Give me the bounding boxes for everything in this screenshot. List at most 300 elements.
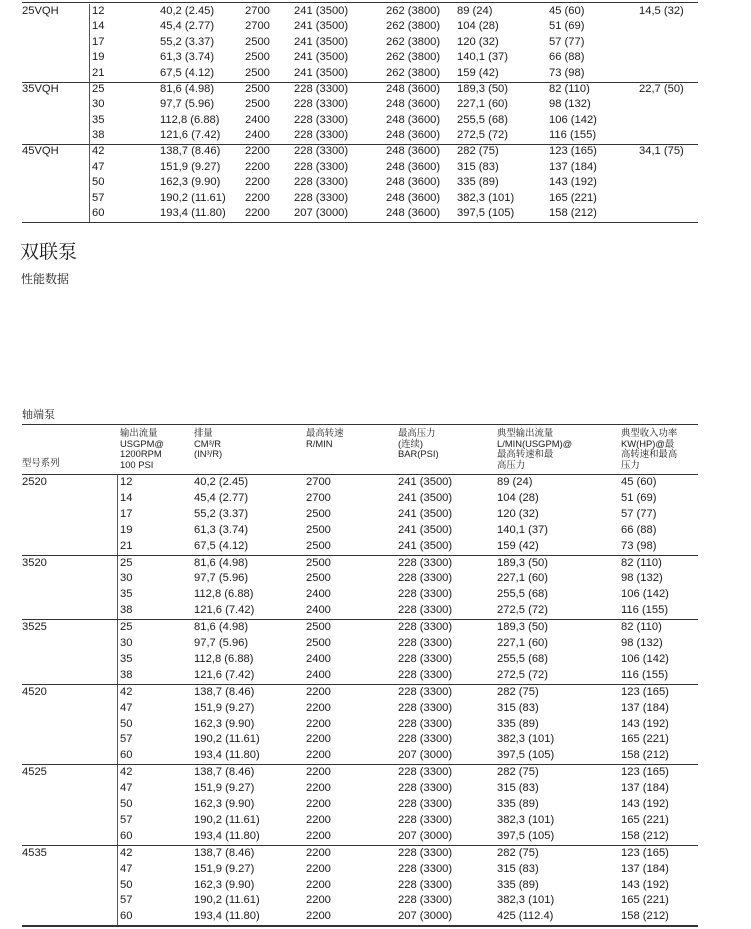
table-cell: 47 bbox=[120, 782, 133, 795]
section-subtitle: 性能数据 bbox=[21, 272, 70, 286]
shaft-table-row bbox=[0, 846, 751, 862]
table-cell: 228 (3300) bbox=[398, 766, 453, 779]
table-cell: 116 (155) bbox=[621, 668, 669, 681]
top-table-row bbox=[0, 97, 751, 113]
table-cell: 2500 bbox=[245, 35, 270, 48]
table-cell: 123 (165) bbox=[549, 144, 597, 157]
table-cell: 57 bbox=[120, 733, 133, 746]
table-cell: 228 (3300) bbox=[398, 862, 453, 875]
shaft-table-row bbox=[0, 507, 751, 523]
table-cell: 228 (3300) bbox=[398, 894, 453, 907]
table-cell: 262 (3800) bbox=[386, 51, 441, 64]
top-table-row bbox=[0, 35, 751, 51]
table-cell: 228 (3300) bbox=[294, 82, 349, 95]
table-cell: 123 (165) bbox=[621, 685, 669, 698]
header-typical-output: 典型输出流量 L/MIN(USGPM)@ 最高转速和最 高压力 bbox=[497, 427, 573, 470]
table-cell: 60 bbox=[120, 910, 133, 923]
table-cell: 162,3 (9.90) bbox=[160, 176, 221, 189]
table-cell: 228 (3300) bbox=[398, 604, 453, 617]
table-cell: 248 (3600) bbox=[386, 160, 441, 173]
shaft-table-row bbox=[0, 571, 751, 587]
table-cell: 50 bbox=[120, 798, 133, 810]
group-divider bbox=[89, 144, 90, 222]
table-cell: 272,5 (72) bbox=[497, 668, 548, 681]
table-cell: 81,6 (4.98) bbox=[194, 556, 249, 569]
shaft-table-row bbox=[0, 603, 751, 619]
table-cell: 120 (32) bbox=[497, 507, 539, 520]
table-cell: 255,5 (68) bbox=[457, 113, 508, 126]
table-cell: 60 bbox=[120, 829, 133, 842]
shaft-table-row bbox=[0, 748, 751, 764]
table-cell: 272,5 (72) bbox=[457, 129, 508, 142]
table-cell: 2200 bbox=[306, 813, 331, 826]
header-max-speed: 最高转速 R/MIN bbox=[306, 427, 344, 449]
group-divider bbox=[117, 846, 118, 926]
group-divider bbox=[89, 82, 90, 144]
table-cell: 2200 bbox=[306, 766, 331, 779]
table-cell: 97,7 (5.96) bbox=[194, 637, 249, 649]
table-cell: 35 bbox=[120, 588, 133, 601]
shaft-table-row bbox=[0, 829, 751, 845]
table-cell: 2700 bbox=[306, 476, 331, 488]
table-cell: 121,6 (7.42) bbox=[194, 604, 255, 617]
table-cell: 165 (221) bbox=[621, 894, 669, 907]
table-cell: 2200 bbox=[306, 749, 331, 762]
table-cell: 262 (3800) bbox=[386, 66, 441, 79]
shaft-table-top-rule bbox=[22, 424, 698, 425]
series-label: 45VQH bbox=[22, 144, 59, 157]
series-label: 35VQH bbox=[22, 82, 59, 95]
table-cell: 106 (142) bbox=[621, 588, 669, 601]
series-label: 3525 bbox=[22, 621, 47, 634]
table-cell: 2700 bbox=[245, 4, 270, 17]
table-cell: 262 (3800) bbox=[386, 4, 441, 17]
table-cell: 248 (3600) bbox=[386, 207, 441, 220]
table-cell: 2500 bbox=[306, 637, 331, 649]
table-cell: 2400 bbox=[306, 668, 331, 681]
group-divider bbox=[117, 475, 118, 555]
table-cell: 55,2 (3.37) bbox=[194, 507, 249, 520]
top-table-row bbox=[0, 191, 751, 207]
table-cell: 73 (98) bbox=[621, 539, 657, 552]
shaft-table-row bbox=[0, 862, 751, 878]
table-cell: 282 (75) bbox=[457, 144, 499, 157]
table-cell: 2400 bbox=[306, 588, 331, 601]
shaft-table-row bbox=[0, 717, 751, 733]
table-cell: 89 (24) bbox=[497, 476, 533, 488]
table-cell: 2200 bbox=[306, 701, 331, 714]
table-cell: 2500 bbox=[245, 66, 270, 79]
table-cell: 50 bbox=[120, 878, 133, 891]
table-cell: 241 (3500) bbox=[294, 35, 349, 48]
table-cell: 112,8 (6.88) bbox=[160, 113, 220, 126]
table-cell: 158 (212) bbox=[549, 207, 597, 220]
table-cell: 67,5 (4.12) bbox=[160, 66, 215, 79]
table-cell: 57 bbox=[120, 813, 133, 826]
shaft-table-row bbox=[0, 893, 751, 909]
group-divider bbox=[117, 556, 118, 620]
table-cell: 193,4 (11.80) bbox=[194, 749, 260, 762]
table-cell: 2400 bbox=[245, 113, 270, 126]
table-cell: 228 (3300) bbox=[294, 129, 349, 142]
table-cell: 42 bbox=[120, 766, 133, 779]
series-label: 4520 bbox=[22, 685, 47, 698]
table-cell: 262 (3800) bbox=[386, 35, 441, 48]
table-cell: 2400 bbox=[306, 604, 331, 617]
table-cell: 138,7 (8.46) bbox=[160, 144, 221, 157]
table-cell: 2500 bbox=[306, 507, 331, 520]
table-cell: 17 bbox=[92, 35, 105, 48]
table-cell: 207 (3000) bbox=[398, 749, 453, 762]
table-cell: 162,3 (9.90) bbox=[194, 798, 255, 810]
table-cell: 97,7 (5.96) bbox=[194, 572, 249, 585]
table-cell: 19 bbox=[120, 523, 133, 536]
table-cell: 2200 bbox=[306, 862, 331, 875]
table-cell: 2200 bbox=[245, 160, 270, 173]
table-cell: 47 bbox=[92, 160, 105, 173]
table-cell: 143 (192) bbox=[549, 176, 597, 189]
table-cell: 104 (28) bbox=[497, 491, 539, 504]
table-cell: 315 (83) bbox=[457, 160, 499, 173]
table-cell: 98 (132) bbox=[549, 98, 591, 111]
table-cell: 228 (3300) bbox=[398, 637, 453, 649]
table-cell: 81,6 (4.98) bbox=[194, 621, 249, 634]
top-table-row bbox=[0, 160, 751, 176]
table-cell: 12 bbox=[120, 476, 133, 488]
table-cell: 228 (3300) bbox=[294, 144, 349, 157]
table-cell: 89 (24) bbox=[457, 4, 493, 17]
table-cell: 138,7 (8.46) bbox=[194, 766, 255, 779]
header-series: 型号系列 bbox=[22, 457, 60, 468]
group-divider bbox=[117, 765, 118, 845]
table-cell: 248 (3600) bbox=[386, 176, 441, 189]
table-cell: 50 bbox=[92, 176, 105, 189]
table-cell: 30 bbox=[120, 572, 133, 585]
table-cell: 30 bbox=[92, 98, 105, 111]
shaft-table-row bbox=[0, 652, 751, 668]
table-cell: 61,3 (3.74) bbox=[194, 523, 249, 536]
table-cell: 2500 bbox=[306, 556, 331, 569]
table-cell: 60 bbox=[92, 207, 105, 220]
table-cell: 165 (221) bbox=[621, 733, 669, 746]
table-cell: 193,4 (11.80) bbox=[194, 829, 260, 842]
table-cell: 2500 bbox=[245, 82, 270, 95]
group-divider bbox=[117, 685, 118, 765]
shaft-table-row bbox=[0, 781, 751, 797]
table-cell: 228 (3300) bbox=[398, 556, 453, 569]
table-cell: 61,3 (3.74) bbox=[160, 51, 215, 64]
table-cell: 382,3 (101) bbox=[497, 813, 555, 826]
table-cell: 123 (165) bbox=[621, 766, 669, 779]
table-cell: 25 bbox=[92, 82, 105, 95]
table-cell: 81,6 (4.98) bbox=[160, 82, 215, 95]
table-cell: 38 bbox=[120, 668, 133, 681]
table-cell: 2200 bbox=[306, 846, 331, 859]
table-cell: 21 bbox=[120, 539, 133, 552]
table-cell: 228 (3300) bbox=[294, 98, 349, 111]
table-cell: 151,9 (9.27) bbox=[160, 160, 221, 173]
table-cell: 47 bbox=[120, 701, 133, 714]
table-cell: 162,3 (9.90) bbox=[194, 717, 255, 730]
top-table-row bbox=[0, 144, 751, 160]
table-cell: 282 (75) bbox=[497, 766, 539, 779]
table-cell: 190,2 (11.61) bbox=[194, 894, 260, 907]
table-cell: 190,2 (11.61) bbox=[194, 813, 260, 826]
table-cell: 137 (184) bbox=[621, 782, 669, 795]
table-cell: 255,5 (68) bbox=[497, 652, 548, 665]
shaft-table-row bbox=[0, 813, 751, 829]
table-cell: 228 (3300) bbox=[294, 113, 349, 126]
table-cell: 159 (42) bbox=[497, 539, 539, 552]
table-cell: 241 (3500) bbox=[398, 507, 453, 520]
table-cell: 21 bbox=[92, 66, 105, 79]
table-cell: 2200 bbox=[245, 207, 270, 220]
table-cell: 228 (3300) bbox=[398, 878, 453, 891]
table-cell: 382,3 (101) bbox=[497, 733, 555, 746]
shaft-table-row bbox=[0, 765, 751, 781]
shaft-table-row bbox=[0, 491, 751, 507]
table-cell: 2200 bbox=[306, 894, 331, 907]
table-cell: 227,1 (60) bbox=[497, 572, 548, 585]
table-cell: 228 (3300) bbox=[294, 176, 349, 189]
table-cell: 248 (3600) bbox=[386, 82, 441, 95]
table-cell: 241 (3500) bbox=[294, 51, 349, 64]
table-cell: 228 (3300) bbox=[398, 717, 453, 730]
table-cell: 42 bbox=[120, 846, 133, 859]
table-cell: 67,5 (4.12) bbox=[194, 539, 249, 552]
table-cell: 2200 bbox=[306, 798, 331, 810]
table-cell: 138,7 (8.46) bbox=[194, 685, 255, 698]
table-cell: 2500 bbox=[306, 523, 331, 536]
table-cell: 25 bbox=[120, 556, 133, 569]
table-cell: 2200 bbox=[245, 144, 270, 157]
group-divider bbox=[89, 4, 90, 82]
table-cell: 140,1 (37) bbox=[497, 523, 548, 536]
table-cell: 2400 bbox=[306, 652, 331, 665]
table-cell: 51 (69) bbox=[549, 20, 585, 33]
series-label: 25VQH bbox=[22, 4, 59, 17]
shaft-table-row bbox=[0, 732, 751, 748]
table-cell: 382,3 (101) bbox=[457, 191, 515, 204]
group-rule bbox=[22, 925, 698, 927]
shaft-table-row bbox=[0, 797, 751, 813]
table-cell: 2200 bbox=[306, 910, 331, 923]
shaft-table-row bbox=[0, 587, 751, 603]
table-cell: 158 (212) bbox=[621, 749, 669, 762]
table-cell: 228 (3300) bbox=[398, 701, 453, 714]
table-cell: 207 (3000) bbox=[294, 207, 349, 220]
table-cell: 140,1 (37) bbox=[457, 51, 508, 64]
table-cell: 82 (110) bbox=[621, 621, 662, 634]
table-cell: 14 bbox=[92, 20, 105, 33]
table-cell: 55,2 (3.37) bbox=[160, 35, 215, 48]
table-cell: 207 (3000) bbox=[398, 910, 453, 923]
table-cell: 189,3 (50) bbox=[497, 556, 548, 569]
table-cell: 66 (88) bbox=[621, 523, 657, 536]
shaft-table-row bbox=[0, 636, 751, 652]
table-cell: 2500 bbox=[245, 98, 270, 111]
table-cell: 335 (89) bbox=[497, 717, 539, 730]
header-flow: 输出流量 USGPM@ 1200RPM 100 PSI bbox=[120, 427, 164, 470]
table-cell: 98 (132) bbox=[621, 637, 663, 649]
table-cell: 335 (89) bbox=[497, 878, 539, 891]
table-cell: 158 (212) bbox=[621, 829, 669, 842]
table-cell: 228 (3300) bbox=[398, 846, 453, 859]
table-cell: 97,7 (5.96) bbox=[160, 98, 215, 111]
top-table-row bbox=[0, 4, 751, 20]
table-cell: 116 (155) bbox=[621, 604, 669, 617]
shaft-table-row bbox=[0, 620, 751, 636]
table-cell: 2700 bbox=[306, 491, 331, 504]
table-cell: 116 (155) bbox=[549, 129, 597, 142]
table-cell: 57 bbox=[120, 894, 133, 907]
series-label: 2520 bbox=[22, 476, 47, 488]
series-label: 3520 bbox=[22, 556, 47, 569]
shaft-table-row bbox=[0, 878, 751, 894]
table-cell: 227,1 (60) bbox=[457, 98, 508, 111]
table-cell: 40,2 (2.45) bbox=[194, 476, 249, 488]
table-cell: 2700 bbox=[245, 20, 270, 33]
table-cell: 335 (89) bbox=[457, 176, 499, 189]
table-cell: 143 (192) bbox=[621, 717, 669, 730]
table-cell: 315 (83) bbox=[497, 862, 539, 875]
table-cell: 112,8 (6.88) bbox=[194, 588, 254, 601]
table-cell: 137 (184) bbox=[621, 862, 669, 875]
table-cell: 228 (3300) bbox=[398, 798, 453, 810]
table-cell: 66 (88) bbox=[549, 51, 585, 64]
shaft-table-row bbox=[0, 668, 751, 684]
table-cell: 190,2 (11.61) bbox=[194, 733, 260, 746]
table-cell: 2200 bbox=[306, 733, 331, 746]
table-cell: 207 (3000) bbox=[398, 829, 453, 842]
table-cell: 30 bbox=[120, 637, 133, 649]
table-cell: 57 bbox=[92, 191, 105, 204]
section-title: 双联泵 bbox=[20, 241, 78, 263]
shaft-table-row bbox=[0, 909, 751, 925]
table-cell: 2200 bbox=[306, 829, 331, 842]
table-cell: 45 (60) bbox=[549, 4, 585, 17]
table-cell: 241 (3500) bbox=[398, 539, 453, 552]
table-cell: 35 bbox=[92, 113, 105, 126]
table-cell: 120 (32) bbox=[457, 35, 499, 48]
table-cell: 382,3 (101) bbox=[497, 894, 555, 907]
group-rule bbox=[22, 222, 698, 224]
power-value: 34,1 (75) bbox=[639, 144, 684, 157]
table-cell: 228 (3300) bbox=[398, 782, 453, 795]
table-cell: 45 (60) bbox=[621, 476, 657, 488]
table-cell: 2500 bbox=[245, 51, 270, 64]
table-cell: 106 (142) bbox=[549, 113, 597, 126]
table-cell: 241 (3500) bbox=[398, 523, 453, 536]
header-typical-power: 典型收入功率 KW(HP)@最 高转速和最高 压力 bbox=[621, 427, 678, 470]
series-label: 4535 bbox=[22, 846, 47, 859]
table-cell: 248 (3600) bbox=[386, 191, 441, 204]
table-cell: 50 bbox=[120, 717, 133, 730]
table-cell: 282 (75) bbox=[497, 846, 539, 859]
table-cell: 121,6 (7.42) bbox=[194, 668, 255, 681]
shaft-table-row bbox=[0, 523, 751, 539]
table-cell: 82 (110) bbox=[621, 556, 662, 569]
shaft-table-row bbox=[0, 685, 751, 701]
table-cell: 248 (3600) bbox=[386, 113, 441, 126]
table-cell: 162,3 (9.90) bbox=[194, 878, 255, 891]
table-cell: 228 (3300) bbox=[398, 813, 453, 826]
table-cell: 38 bbox=[120, 604, 133, 617]
table-cell: 335 (89) bbox=[497, 798, 539, 810]
table-cell: 123 (165) bbox=[621, 846, 669, 859]
table-cell: 51 (69) bbox=[621, 491, 657, 504]
header-max-pressure: 最高压力 (连续) BAR(PSI) bbox=[398, 427, 439, 460]
table-cell: 241 (3500) bbox=[398, 476, 453, 488]
power-value: 14,5 (32) bbox=[639, 4, 684, 17]
table-cell: 138,7 (8.46) bbox=[194, 846, 255, 859]
shaft-table-row bbox=[0, 556, 751, 572]
table-cell: 158 (212) bbox=[621, 910, 669, 923]
table-cell: 2200 bbox=[245, 191, 270, 204]
shaft-table-row bbox=[0, 701, 751, 717]
table-cell: 2200 bbox=[306, 878, 331, 891]
table-cell: 40,2 (2.45) bbox=[160, 4, 215, 17]
table-cell: 2200 bbox=[306, 685, 331, 698]
table-cell: 193,4 (11.80) bbox=[194, 910, 260, 923]
table-cell: 45,4 (2.77) bbox=[160, 20, 215, 33]
table-cell: 228 (3300) bbox=[294, 160, 349, 173]
table-cell: 57 (77) bbox=[621, 507, 657, 520]
table-cell: 38 bbox=[92, 129, 105, 142]
table-cell: 248 (3600) bbox=[386, 129, 441, 142]
table-cell: 193,4 (11.80) bbox=[160, 207, 226, 220]
table-cell: 227,1 (60) bbox=[497, 637, 548, 649]
table-cell: 57 (77) bbox=[549, 35, 585, 48]
table-cell: 228 (3300) bbox=[398, 668, 453, 681]
table-cell: 143 (192) bbox=[621, 798, 669, 810]
table-cell: 151,9 (9.27) bbox=[194, 701, 255, 714]
table-cell: 228 (3300) bbox=[398, 621, 453, 634]
table-cell: 82 (110) bbox=[549, 82, 590, 95]
table-cell: 2500 bbox=[306, 621, 331, 634]
table-cell: 262 (3800) bbox=[386, 20, 441, 33]
table-cell: 47 bbox=[120, 862, 133, 875]
table-cell: 2200 bbox=[245, 176, 270, 189]
top-table-row bbox=[0, 128, 751, 144]
table-cell: 17 bbox=[120, 507, 133, 520]
table-cell: 228 (3300) bbox=[398, 685, 453, 698]
table-cell: 143 (192) bbox=[621, 878, 669, 891]
shaft-table-caption: 轴端泵 bbox=[22, 408, 55, 421]
table-cell: 14 bbox=[120, 491, 133, 504]
table-cell: 189,3 (50) bbox=[457, 82, 508, 95]
table-cell: 2200 bbox=[306, 717, 331, 730]
table-cell: 397,5 (105) bbox=[497, 749, 555, 762]
table-cell: 228 (3300) bbox=[294, 191, 349, 204]
shaft-table-row bbox=[0, 475, 751, 491]
table-cell: 189,3 (50) bbox=[497, 621, 548, 634]
table-cell: 241 (3500) bbox=[294, 4, 349, 17]
table-cell: 272,5 (72) bbox=[497, 604, 548, 617]
table-cell: 106 (142) bbox=[621, 652, 669, 665]
table-cell: 397,5 (105) bbox=[457, 207, 515, 220]
top-table-row bbox=[0, 113, 751, 129]
table-cell: 248 (3600) bbox=[386, 144, 441, 157]
table-cell: 228 (3300) bbox=[398, 572, 453, 585]
table-cell: 60 bbox=[120, 749, 133, 762]
top-table-row bbox=[0, 66, 751, 82]
table-cell: 73 (98) bbox=[549, 66, 585, 79]
series-label: 4525 bbox=[22, 766, 47, 779]
table-cell: 425 (112.4) bbox=[497, 910, 554, 923]
table-cell: 241 (3500) bbox=[398, 491, 453, 504]
group-divider bbox=[117, 620, 118, 684]
